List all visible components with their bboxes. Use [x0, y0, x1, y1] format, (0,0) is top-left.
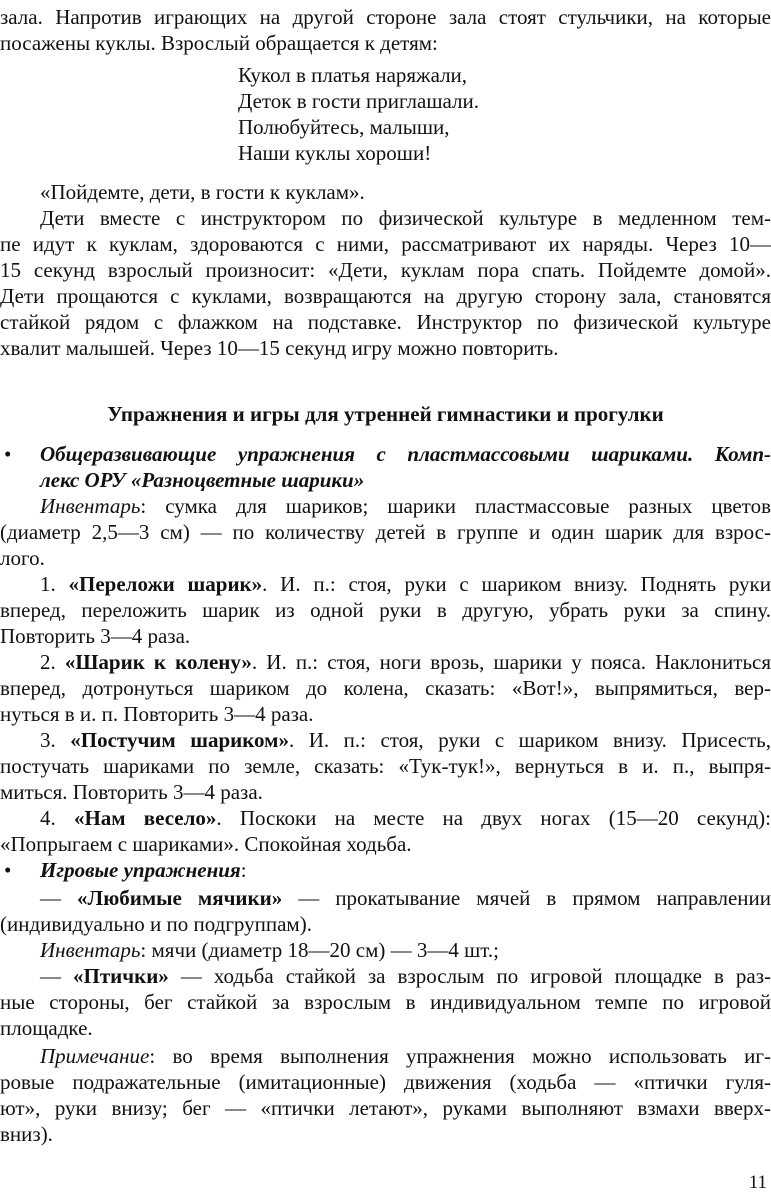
paragraph-line: ные стороны, бег стайкой за взрослым в индивидуальном темпе по игровой: [0, 990, 771, 1014]
game-name: «Любимые мячики»: [77, 886, 283, 910]
paragraph-line: ют», руки внизу; бег — «птички летают», руками выполняют взмахи вверх-: [0, 1096, 771, 1120]
exercise-item: [0, 727, 771, 753]
paragraph-line: (диаметр 2,5—3 см) — по количеству детей в группе и один шарик для взрос-: [0, 520, 771, 544]
exercise-number: 2.: [40, 650, 65, 674]
exercise-item: [0, 571, 771, 597]
bullet-title: Игровые упражнения: [40, 858, 241, 882]
note-text: : во время выполнения упражнения можно использовать иг-: [149, 1044, 771, 1068]
section-heading: Упражнения и игры для утренней гимнастики и прогулки: [107, 402, 664, 426]
paragraph-line: нуться в и. п. Повторить 3—4 раза.: [0, 702, 314, 726]
paragraph-line: (индивидуально и по подгруппам).: [0, 912, 312, 936]
game-text: — прокатывание мячей в прямом направлении: [282, 886, 771, 910]
exercise-name: «Переложи шарик»: [68, 572, 263, 596]
bullet-icon: •: [4, 858, 12, 882]
exercise-number: 3.: [40, 728, 71, 752]
paragraph-line: Дети прощаются с куклами, возвращаются на другую сторону зала, становятся: [0, 284, 771, 308]
paragraph-line: вперед, переложить шарик из одной руки в другую, убрать руки за спину.: [0, 598, 771, 622]
paragraph-line: Дети вместе с инструктором по физической культуре в медленном тем-: [40, 206, 771, 230]
paragraph-line: вперед, дотронуться шариком до колена, сказать: «Вот!», выпрямиться, вер-: [0, 676, 771, 700]
paragraph-line: площадке.: [0, 1016, 93, 1040]
inventory-line: [0, 493, 771, 519]
exercise-number: 4.: [40, 806, 74, 830]
exercise-name: «Шарик к колену»: [64, 650, 252, 674]
paragraph-line: зала. Напротив играющих на другой стороне зала стоят стульчики, на которые: [0, 5, 771, 29]
paragraph-line: пе идут к куклам, здороваются с ними, рассматривают их наряды. Через 10—: [0, 232, 771, 256]
bullet-title: лекс ОРУ «Разноцветные шарики»: [40, 468, 365, 492]
exercise-text: . И. п.: стоя, руки с шариком внизу. Поднять руки: [262, 572, 771, 596]
paragraph-line: хвалит малышей. Через 10—15 секунд игру можно повторить.: [0, 336, 559, 360]
inventory-text: : мячи (диаметр 18—20 см) — 3—4 шт.;: [140, 938, 499, 962]
paragraph-line: «Попрыгаем с шариками». Спокойная ходьба.: [0, 832, 412, 856]
poem-line: Кукол в платья наряжали,: [238, 63, 468, 87]
bullet-icon: •: [4, 442, 12, 466]
exercise-item: [0, 649, 771, 675]
exercise-text: . И. п.: стоя, ноги врозь, шарики у пояса. Наклониться: [251, 650, 771, 674]
note-line: [0, 1043, 771, 1069]
inventory-line: [0, 937, 771, 963]
inventory-label: Инвентарь: [40, 494, 141, 518]
exercise-text: . И. п.: стоя, руки с шариком внизу. Присесть,: [288, 728, 771, 752]
paragraph-line: 15 секунд взрослый произносит: «Дети, куклам пора спать. Пойдемте домой».: [0, 258, 771, 282]
game-name: «Птички»: [73, 964, 169, 988]
bullet-title-line: [0, 441, 771, 467]
game-text: — ходьба стайкой за взрослым по игровой площадке в раз-: [168, 964, 771, 988]
paragraph-line: Повторить 3—4 раза.: [0, 624, 191, 648]
bullet-title-line: [0, 467, 771, 493]
paragraph-line: вниз).: [0, 1122, 53, 1146]
page-number: 11: [748, 1172, 767, 1193]
bullet-title: Общеразвивающие упражнения с пластмассовыми шариками. Комп-: [40, 442, 771, 466]
paragraph-line: постучать шариками по земле, сказать: «Тук-тук!», вернуться в и. п., выпря-: [0, 754, 771, 778]
inventory-text: : сумка для шариков; шарики пластмассовые разных цветов: [140, 494, 771, 518]
bullet-title-line: [0, 857, 771, 883]
dash: —: [40, 886, 78, 910]
exercise-name: «Постучим шариком»: [70, 728, 289, 752]
poem-line: Полюбуйтесь, малыши,: [238, 115, 450, 139]
exercise-item: [0, 805, 771, 831]
paragraph-line: миться. Повторить 3—4 раза.: [0, 780, 263, 804]
poem-line: Наши куклы хороши!: [238, 141, 432, 165]
paragraph-line: «Пойдемте, дети, в гости к куклам».: [40, 180, 365, 204]
game-item: [0, 885, 771, 911]
paragraph-line: посажены куклы. Взрослый обращается к детям:: [0, 31, 438, 55]
exercise-number: 1.: [40, 572, 69, 596]
paragraph-line: лого.: [0, 546, 45, 570]
note-label: Примечание: [40, 1044, 150, 1068]
bullet-title-suffix: :: [240, 858, 247, 882]
game-item: [0, 963, 771, 989]
inventory-label: Инвентарь: [40, 938, 141, 962]
exercise-text: . Поскоки на месте на двух ногах (15—20 секунд):: [216, 806, 771, 830]
paragraph-line: ровые подражательные (имитационные) движения (ходьба — «птички гуля-: [0, 1070, 771, 1094]
exercise-name: «Нам весело»: [73, 806, 217, 830]
poem-line: Деток в гости приглашали.: [238, 89, 479, 113]
dash: —: [40, 964, 74, 988]
paragraph-line: стайкой рядом с флажком на подставке. Инструктор по физической культуре: [0, 310, 771, 334]
